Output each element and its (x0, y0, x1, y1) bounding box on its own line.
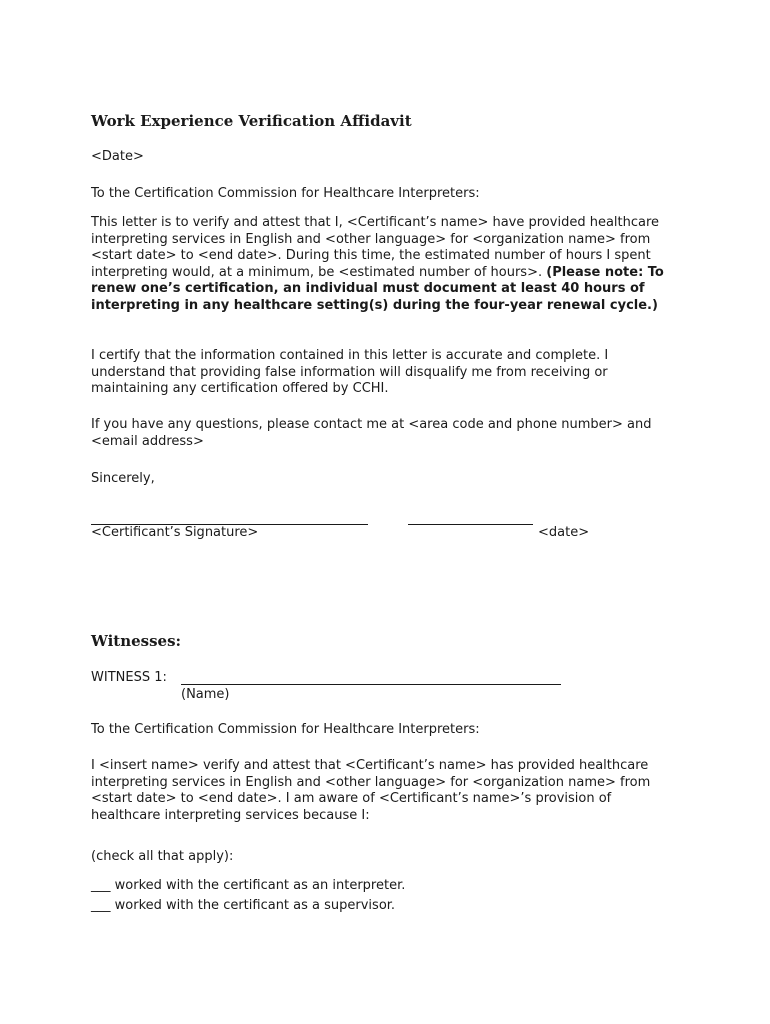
witness1-label: WITNESS 1: (91, 670, 167, 685)
signature-date-label: <date> (538, 525, 590, 540)
verification-text: This letter is to verify and attest that I, <Certificant’s name> have provided healthcare interpreting services in English and <other language> for <organization name> from <start date> to <end date>. During this time, the estimated number of hours I spent interpreting would, at a minimum, be <estimated number of hours>. (91, 215, 660, 280)
contact-paragraph: If you have any questions, please contact me at <area code and phone number> and <email address> (91, 417, 652, 449)
check-instruction: (check all that apply): (91, 849, 234, 864)
certification-paragraph: I certify that the information contained in this letter is accurate and complete. I understand that providing false information will disqualify me from receiving or maintaining any certification offered by CCHI. (91, 348, 609, 396)
document-title: Work Experience Verification Affidavit (91, 112, 412, 130)
date-placeholder: <Date> (91, 149, 144, 164)
witness-salutation: To the Certification Commission for Healthcare Interpreters: (91, 722, 480, 737)
witnesses-heading: Witnesses: (91, 632, 182, 650)
witness1-name-line (181, 684, 561, 685)
closing: Sincerely, (91, 471, 155, 486)
witness1-name-label: (Name) (181, 687, 230, 702)
option-supervisor: ___ worked with the certificant as a supervisor. (91, 898, 396, 913)
verification-paragraph (91, 215, 681, 314)
signature-label: <Certificant’s Signature> (91, 525, 259, 540)
witness-paragraph: I <insert name> verify and attest that <Certificant’s name> has provided healthcare interpreting services in English and <other language> for <organization name> from <start date> to <end date>. I am aware of <Certificant’s name>’s provision of healthcare interpreting services because I: (91, 758, 651, 823)
salutation: To the Certification Commission for Healthcare Interpreters: (91, 186, 480, 201)
option-interpreter: ___ worked with the certificant as an interpreter. (91, 878, 406, 893)
date-line (408, 524, 533, 525)
renewal-note: (Please note: To renew one’s certification, an individual must document at least 40 hours of interpreting in any healthcare setting(s) during the four-year renewal cycle.) (91, 264, 664, 313)
